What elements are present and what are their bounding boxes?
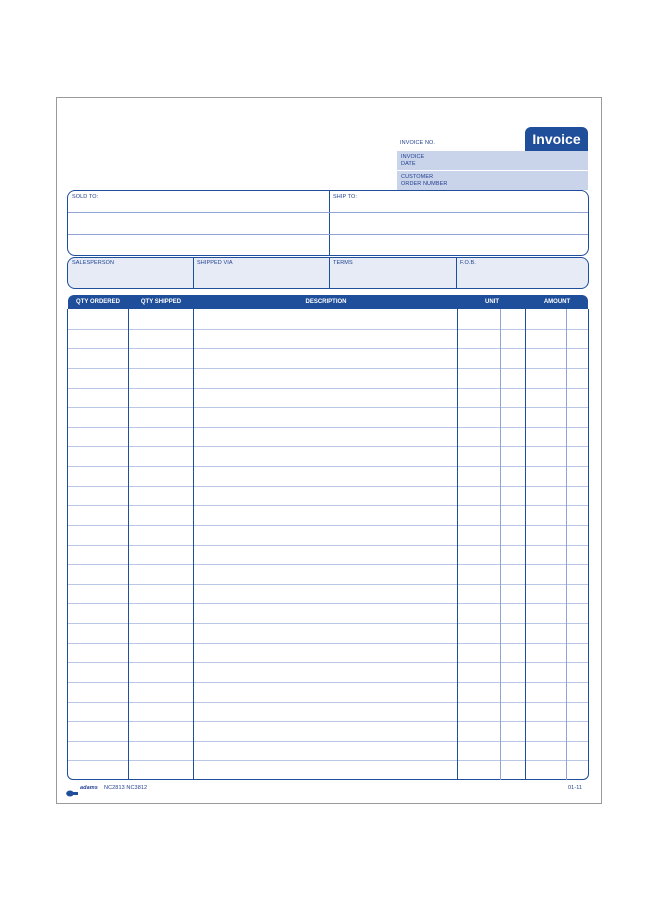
- adams-logo-icon: [66, 784, 78, 791]
- table-row-line: [68, 329, 588, 330]
- table-row-line: [68, 603, 588, 604]
- sold-to-label: SOLD TO:: [72, 194, 99, 200]
- terms-field[interactable]: [332, 268, 454, 286]
- col-divider-unit: [525, 309, 526, 780]
- table-row-line: [68, 662, 588, 663]
- customer-order-label-1: CUSTOMER: [401, 174, 434, 180]
- column-qty-ordered: QTY ORDERED: [76, 299, 120, 305]
- table-row-line: [68, 760, 588, 761]
- col-divider-shipped: [193, 309, 194, 780]
- column-amount: AMOUNT: [543, 299, 571, 305]
- invoice-date-label-2: DATE: [401, 161, 416, 167]
- footer-brand: adams: [80, 785, 98, 791]
- footer-form-code: NC2813 NC3812: [104, 785, 148, 791]
- col-divider-description: [457, 309, 458, 780]
- ship-to-label: SHIP TO:: [333, 194, 358, 200]
- invoice-title: Invoice: [525, 127, 588, 152]
- table-row-line: [68, 682, 588, 683]
- table-row-line: [68, 427, 588, 428]
- col-divider-qty: [128, 309, 129, 780]
- table-row-line: [68, 623, 588, 624]
- invoice-no-label: INVOICE NO.: [400, 140, 436, 146]
- column-unit: UNIT: [485, 299, 499, 305]
- terms-label: TERMS: [333, 260, 353, 266]
- table-row-line: [68, 486, 588, 487]
- column-description: DESCRIPTION: [305, 299, 347, 305]
- shipping-divider-2: [329, 258, 330, 288]
- footer-page-code: 01-11: [568, 785, 583, 791]
- fob-label: F.O.B.: [460, 260, 476, 266]
- shipped-via-label: SHIPPED VIA: [197, 260, 233, 266]
- invoice-date-field[interactable]: [397, 151, 588, 170]
- table-row-line: [68, 643, 588, 644]
- fob-field[interactable]: [459, 268, 586, 286]
- col-divider-amount-cents: [566, 309, 567, 780]
- sold-to-field[interactable]: [70, 198, 326, 253]
- table-row-line: [68, 721, 588, 722]
- shipped-via-field[interactable]: [196, 268, 327, 286]
- salesperson-label: SALESPERSON: [72, 260, 115, 266]
- table-row-line: [68, 702, 588, 703]
- shipping-divider-3: [456, 258, 457, 288]
- table-row-line: [68, 368, 588, 369]
- table-row-line: [68, 388, 588, 389]
- ship-to-field[interactable]: [332, 198, 586, 253]
- table-row-line: [68, 545, 588, 546]
- table-row-line: [68, 466, 588, 467]
- table-row-line: [68, 505, 588, 506]
- column-qty-shipped: QTY SHIPPED: [140, 299, 182, 305]
- table-row-line: [68, 584, 588, 585]
- invoice-date-label-1: INVOICE: [401, 154, 425, 160]
- table-row-line: [68, 564, 588, 565]
- customer-order-label-2: ORDER NUMBER: [401, 181, 448, 187]
- table-row-line: [68, 348, 588, 349]
- table-row-line: [68, 525, 588, 526]
- col-divider-unit-cents: [500, 309, 501, 780]
- address-divider: [329, 191, 330, 255]
- table-row-line: [68, 446, 588, 447]
- salesperson-field[interactable]: [70, 268, 191, 286]
- table-row-line: [68, 741, 588, 742]
- shipping-divider-1: [193, 258, 194, 288]
- table-row-line: [68, 407, 588, 408]
